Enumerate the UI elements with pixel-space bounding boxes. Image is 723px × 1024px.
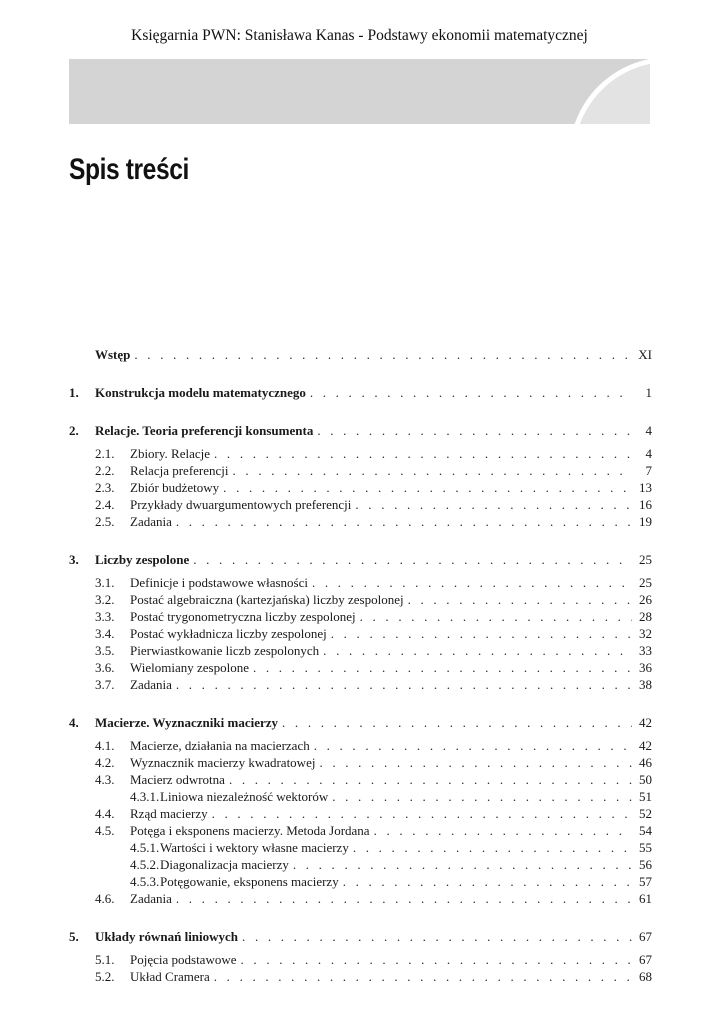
- toc-leader-dots: [331, 625, 632, 642]
- toc-entry-page: 13: [639, 480, 652, 495]
- toc-entry-page: 56: [639, 857, 652, 872]
- toc-leader-dots: [176, 890, 632, 907]
- toc-entry-title: Postać trygonometryczna liczby zespolonej: [130, 609, 356, 624]
- toc-entry-number: 4.4.: [95, 806, 115, 821]
- running-head: Księgarnia PWN: Stanisława Kanas - Podstawy ekonomii matematycznej: [131, 27, 588, 44]
- toc-entry: [69, 822, 652, 839]
- toc-entry: [69, 551, 652, 568]
- toc-entry-title: Wartości i wektory własne macierzy: [160, 840, 349, 855]
- toc-entry-title: Potęgowanie, eksponens macierzy: [160, 874, 339, 889]
- toc-entry: [69, 754, 652, 771]
- toc-entry-page: 57: [639, 874, 652, 889]
- toc-leader-dots: [408, 591, 632, 608]
- toc-leader-dots: [176, 676, 632, 693]
- toc-leader-dots: [212, 805, 632, 822]
- toc-leader-dots: [233, 462, 632, 479]
- toc-leader-dots: [332, 788, 632, 805]
- toc-leader-dots: [214, 445, 632, 462]
- toc-entry-number: 4.5.: [95, 823, 115, 838]
- toc-entry-page: 42: [639, 715, 652, 730]
- toc-entry: [69, 873, 652, 890]
- toc-entry: [69, 462, 652, 479]
- toc-entry-title: Konstrukcja modelu matematycznego: [95, 385, 306, 400]
- toc-entry-title: Liczby zespolone: [95, 552, 190, 567]
- toc-entry-title: Pierwiastkowanie liczb zespolonych: [130, 643, 320, 658]
- toc-entry: [69, 642, 652, 659]
- toc-entry-page: XI: [638, 347, 652, 362]
- toc-leader-dots: [134, 346, 632, 363]
- toc-entry-number: 4.5.2.: [130, 857, 160, 872]
- toc-entry-title: Liniowa niezależność wektorów: [160, 789, 329, 804]
- toc-entry-number: 4.: [69, 715, 79, 730]
- toc-entry: [69, 591, 652, 608]
- banner-arc-fill: [574, 62, 650, 124]
- toc-entry: [69, 659, 652, 676]
- toc-entry-page: 67: [639, 952, 652, 967]
- toc-leader-dots: [343, 873, 632, 890]
- toc-entry-page: 68: [639, 969, 652, 984]
- toc-entry: [69, 839, 652, 856]
- toc-entry-page: 36: [639, 660, 652, 675]
- toc-entry-page: 42: [639, 738, 652, 753]
- chapter-banner: [69, 59, 650, 124]
- toc-entry: [69, 714, 652, 731]
- toc-entry-number: 3.7.: [95, 677, 115, 692]
- toc-entry-number: 5.2.: [95, 969, 115, 984]
- toc-entry: [69, 608, 652, 625]
- toc-entry-title: Wstęp: [95, 347, 131, 362]
- toc-entry-page: 52: [639, 806, 652, 821]
- toc-entry-number: 2.5.: [95, 514, 115, 529]
- toc-entry-number: 2.2.: [95, 463, 115, 478]
- toc-entry: [69, 676, 652, 693]
- toc-entry-title: Zadania: [130, 514, 172, 529]
- toc-entry-page: 28: [639, 609, 652, 624]
- toc-entry-title: Postać algebraiczna (kartezjańska) liczby zespolonej: [130, 592, 404, 607]
- toc-entry-number: 3.6.: [95, 660, 115, 675]
- toc-entry: [69, 788, 652, 805]
- toc-entry-number: 1.: [69, 385, 79, 400]
- toc-entry: [69, 951, 652, 968]
- toc-entry: [69, 346, 652, 363]
- toc-leader-dots: [282, 714, 632, 731]
- toc-entry: [69, 574, 652, 591]
- toc-entry: [69, 737, 652, 754]
- toc-entry-title: Macierz odwrotna: [130, 772, 225, 787]
- toc-leader-dots: [242, 928, 632, 945]
- toc-entry-page: 38: [639, 677, 652, 692]
- toc-entry: [69, 890, 652, 907]
- toc-entry: [69, 805, 652, 822]
- toc-entry-page: 26: [639, 592, 652, 607]
- toc-entry-page: 32: [639, 626, 652, 641]
- table-of-contents: [69, 346, 652, 985]
- toc-entry-title: Zadania: [130, 677, 172, 692]
- toc-entry-number: 3.4.: [95, 626, 115, 641]
- toc-entry-page: 4: [645, 446, 652, 461]
- toc-entry-number: 4.1.: [95, 738, 115, 753]
- toc-leader-dots: [312, 574, 632, 591]
- toc-entry-page: 4: [645, 423, 652, 438]
- toc-entry-number: 4.5.3.: [130, 874, 160, 889]
- toc-entry-title: Macierze, działania na macierzach: [130, 738, 310, 753]
- toc-entry-title: Relacje. Teoria preferencji konsumenta: [95, 423, 314, 438]
- toc-entry-page: 54: [639, 823, 652, 838]
- toc-entry-page: 33: [639, 643, 652, 658]
- toc-entry: [69, 928, 652, 945]
- toc-entry-title: Układ Cramera: [130, 969, 210, 984]
- toc-entry-number: 4.3.1.: [130, 789, 160, 804]
- toc-entry-number: 2.3.: [95, 480, 115, 495]
- toc-entry-title: Zbiór budżetowy: [130, 480, 220, 495]
- toc-leader-dots: [214, 968, 632, 985]
- toc-leader-dots: [241, 951, 632, 968]
- toc-entry-number: 4.3.: [95, 772, 115, 787]
- toc-entry: [69, 445, 652, 462]
- toc-entry-number: 5.: [69, 929, 79, 944]
- toc-leader-dots: [355, 496, 632, 513]
- toc-leader-dots: [193, 551, 632, 568]
- toc-entry-title: Postać wykładnicza liczby zespolonej: [130, 626, 327, 641]
- toc-entry: [69, 422, 652, 439]
- toc-entry-number: 3.2.: [95, 592, 115, 607]
- toc-entry-number: 3.5.: [95, 643, 115, 658]
- toc-entry: [69, 771, 652, 788]
- toc-entry-page: 55: [639, 840, 652, 855]
- toc-entry: [69, 513, 652, 530]
- toc-entry-title: Pojęcia podstawowe: [130, 952, 237, 967]
- toc-entry-title: Macierze. Wyznaczniki macierzy: [95, 715, 279, 730]
- chapter-title: Spis treści: [69, 153, 189, 186]
- toc-leader-dots: [353, 839, 632, 856]
- toc-leader-dots: [374, 822, 632, 839]
- toc-leader-dots: [223, 479, 632, 496]
- toc-entry-number: 3.1.: [95, 575, 115, 590]
- toc-leader-dots: [253, 659, 632, 676]
- toc-entry-title: Zbiory. Relacje: [130, 446, 211, 461]
- toc-entry-title: Przykłady dwuargumentowych preferencji: [130, 497, 352, 512]
- toc-entry-number: 3.: [69, 552, 79, 567]
- toc-entry: [69, 968, 652, 985]
- toc-entry-page: 25: [639, 575, 652, 590]
- toc-entry-page: 16: [639, 497, 652, 512]
- toc-entry-page: 7: [645, 463, 652, 478]
- toc-entry-number: 4.5.1.: [130, 840, 160, 855]
- toc-leader-dots: [176, 513, 632, 530]
- toc-leader-dots: [317, 422, 632, 439]
- toc-entry-title: Wyznacznik macierzy kwadratowej: [130, 755, 316, 770]
- toc-entry-title: Definicje i podstawowe własności: [130, 575, 308, 590]
- toc-entry-number: 2.: [69, 423, 79, 438]
- toc-entry-number: 3.3.: [95, 609, 115, 624]
- toc-entry-page: 1: [645, 385, 652, 400]
- toc-entry-title: Potęga i eksponens macierzy. Metoda Jordana: [130, 823, 370, 838]
- toc-leader-dots: [360, 608, 632, 625]
- toc-entry-title: Diagonalizacja macierzy: [160, 857, 289, 872]
- toc-entry-number: 4.6.: [95, 891, 115, 906]
- toc-leader-dots: [229, 771, 632, 788]
- toc-leader-dots: [310, 384, 632, 401]
- toc-entry-page: 25: [639, 552, 652, 567]
- toc-entry-number: 5.1.: [95, 952, 115, 967]
- toc-entry-title: Układy równań liniowych: [95, 929, 239, 944]
- toc-entry: [69, 856, 652, 873]
- toc-entry-number: 4.2.: [95, 755, 115, 770]
- toc-entry-page: 50: [639, 772, 652, 787]
- toc-entry: [69, 479, 652, 496]
- toc-entry-title: Rząd macierzy: [130, 806, 208, 821]
- toc-entry-number: 2.4.: [95, 497, 115, 512]
- toc-entry-page: 67: [639, 929, 652, 944]
- toc-entry-title: Wielomiany zespolone: [130, 660, 249, 675]
- toc-leader-dots: [319, 754, 632, 771]
- toc-entry-page: 51: [639, 789, 652, 804]
- toc-entry: [69, 384, 652, 401]
- toc-entry-page: 61: [639, 891, 652, 906]
- toc-entry-page: 19: [639, 514, 652, 529]
- toc-leader-dots: [314, 737, 632, 754]
- toc-entry: [69, 496, 652, 513]
- toc-entry-title: Relacja preferencji: [130, 463, 229, 478]
- toc-leader-dots: [323, 642, 632, 659]
- toc-entry-page: 46: [639, 755, 652, 770]
- toc-leader-dots: [293, 856, 632, 873]
- toc-entry: [69, 625, 652, 642]
- toc-entry-title: Zadania: [130, 891, 172, 906]
- toc-entry-number: 2.1.: [95, 446, 115, 461]
